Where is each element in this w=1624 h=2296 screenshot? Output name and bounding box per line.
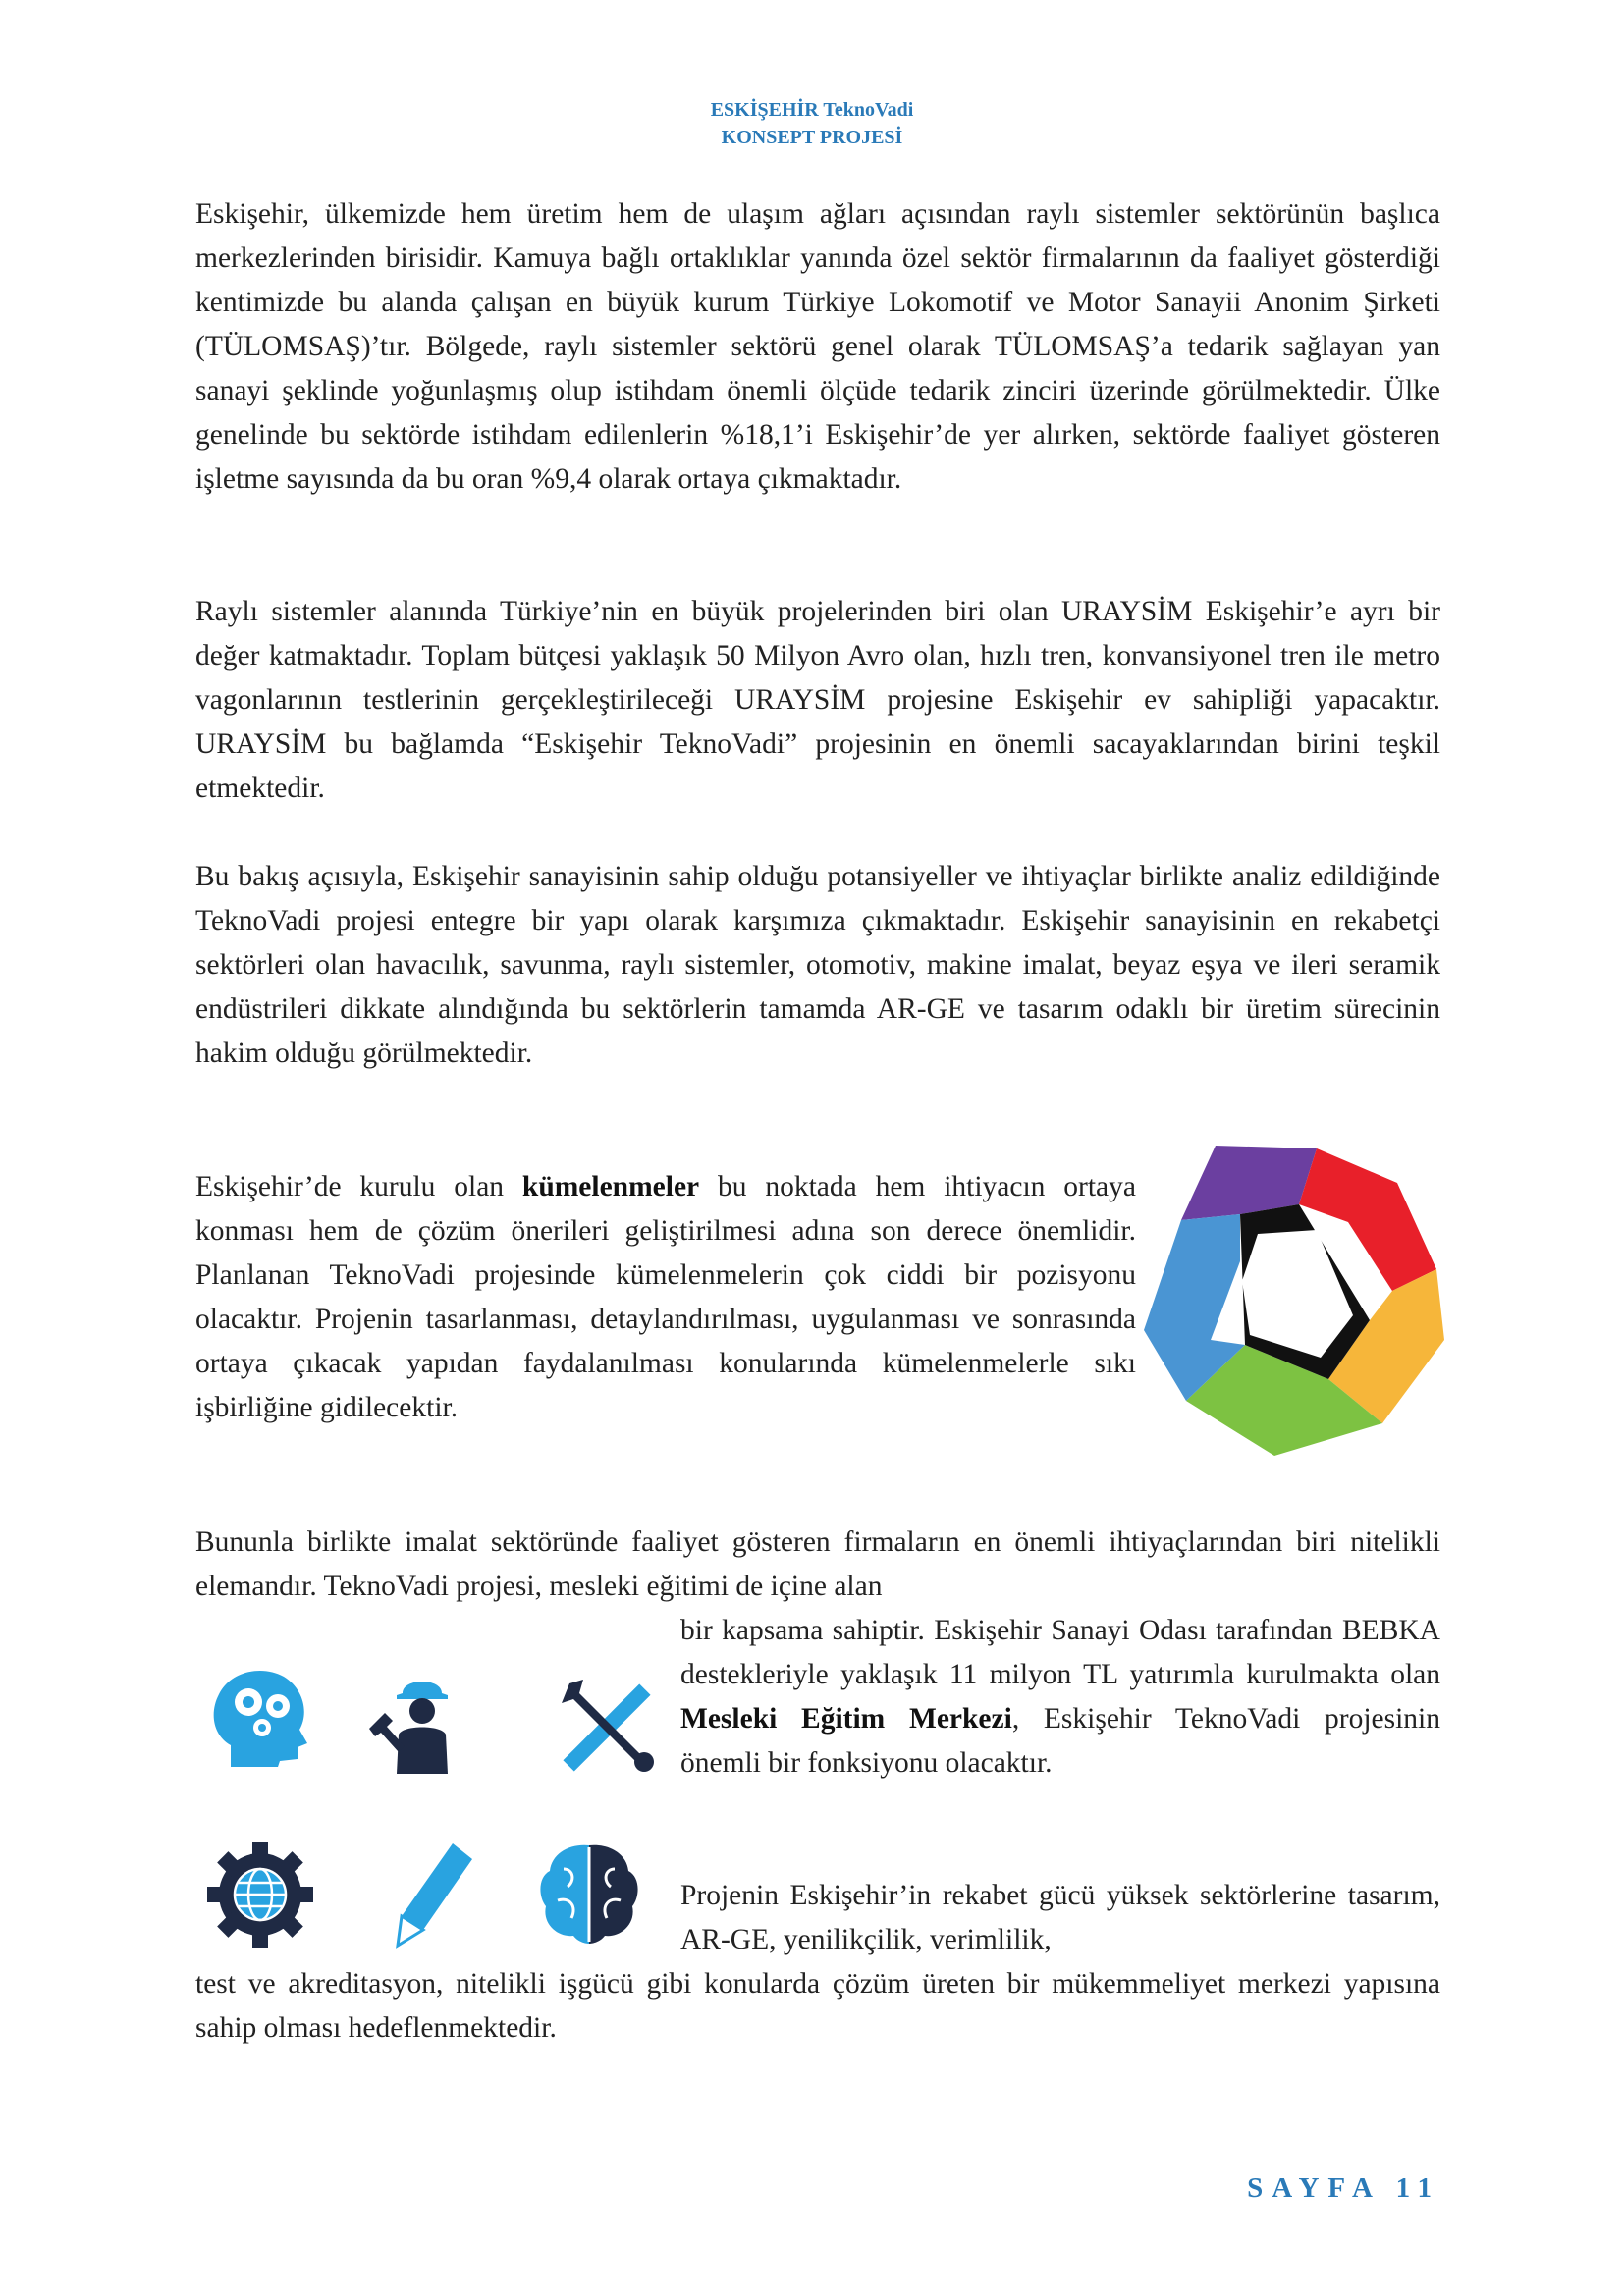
clusters-text-b: bu noktada hem ihtiyacın ortaya konması hem de çözüm önerileri geliştirilmesi adına son derece önemlidir. Planlanan TeknoVadi projesinde kümelenmelerin çok ciddi bir pozisyonu olacaktır. Projenin tasarlanması, detaylandırılması, uygulanması ve sonrasında ortaya çıkacak yapıdan faydalanılması konularında kümelenmelerle sıkı işbirliğine gidilecektir.	[195, 1171, 1136, 1423]
paragraph-rail-sector: Eskişehir, ülkemizde hem üretim hem de ulaşım ağları açısından raylı sistemler sektörünün başlıca merkezlerinden birisidir. Kamuya bağlı ortaklıklar yanında özel sektör firmalarının da faaliyet gösterdiği kentimizde bu alanda çalışan en büyük kurum Türkiye Lokomotif ve Motor Sanayii Anonim Şirketi (TÜLOMSAŞ)’tır. Bölgede, raylı sistemler sektörü genel olarak TÜLOMSAŞ’a tedarik sağlayan yan sanayi şeklinde yoğunlaşmış olup istihdam önemli ölçüde tedarik zinciri üzerinde görülmektedir. Ülke genelinde bu sektörde istihdam edilenlerin %18,1’i Eskişehir’de yer alırken, sektörde faaliyet gösteren işletme sayısında da bu oran %9,4 olarak ortaya çıkmaktadır.	[195, 198, 1440, 495]
brain-icon	[530, 1836, 648, 1953]
page-header	[0, 96, 1624, 151]
paragraph-excellence-center: Projenin Eskişehir’in rekabet gücü yüksek sektörlerine tasarım, AR-GE, yenilikçilik, verimlilik,	[680, 1880, 1440, 1955]
paragraph-qualified-staff: Bununla birlikte imalat sektöründe faaliyet gösteren firmaların en önemli ihtiyaçlarından biri nitelikli elemandır. TeknoVadi projesi, mesleki eğitimi de içine alan	[195, 1526, 1440, 1602]
vocational-bold: Mesleki Eğitim Merkezi	[680, 1703, 1012, 1735]
page-number: SAYFA 11	[1247, 2172, 1440, 2204]
cluster-logo-icon	[1142, 1144, 1449, 1458]
clusters-bold: kümelenmeler	[521, 1171, 700, 1202]
paragraph-industry-analysis: Bu bakış açısıyla, Eskişehir sanayisinin sahip olduğu potansiyeller ve ihtiyaçlar birlikte analiz edildiğinde TeknoVadi projesi entegre bir yapı olarak karşımıza çıkmaktadır. Eskişehir sanayisinin en rekabetçi sektörleri olan havacılık, savunma, raylı sistemler, otomotiv, makine imalat, beyaz eşya ve ileri seramik endüstrileri dikkate alındığında bu sektörlerin tamamda AR-GE ve tasarım odaklı bir üretim sürecinin hakim olduğu görülmektedir.	[195, 861, 1440, 1069]
worker-wrench-icon	[363, 1664, 481, 1782]
paragraph-clusters	[195, 1165, 1136, 1430]
head-gears-icon	[201, 1659, 319, 1777]
wrench-ruler-icon	[550, 1664, 668, 1782]
paragraph-vocational-center	[680, 1609, 1440, 1786]
header-title: ESKİŞEHİR TeknoVadi	[710, 99, 914, 121]
pencil-icon	[378, 1836, 496, 1953]
clusters-text-a: Eskişehir’de kurulu olan	[195, 1171, 522, 1202]
vocational-text-b: , Eskişehir TeknoVadi projesinin önemli bir fonksiyonu olacaktır.	[680, 1703, 1440, 1779]
vocational-text-a: bir kapsama sahiptir. Eskişehir Sanayi Odası tarafından BEBKA destekleriyle yaklaşık 11 milyon TL yatırımla kurulmakta olan	[680, 1615, 1440, 1690]
header-subtitle: KONSEPT PROJESİ	[721, 127, 903, 148]
paragraph-uraysim: Raylı sistemler alanında Türkiye’nin en büyük projelerinden biri olan URAYSİM Eskişehir’e ayrı bir değer katmaktadır. Toplam bütçesi yaklaşık 50 Milyon Avro olan, hızlı tren, konvansiyonel tren ile metro vagonlarının testlerinin gerçekleştirileceği URAYSİM projesine Eskişehir ev sahipliği yapacaktır. URAYSİM bu bağlamda “Eskişehir TeknoVadi” projesinin en önemli sacayaklarından birini teşkil etmektedir.	[195, 596, 1440, 804]
paragraph-excellence-center-cont: test ve akreditasyon, nitelikli işgücü gibi konularda çözüm üreten bir mükemmeliyet merkezi yapısına sahip olması hedeflenmektedir.	[195, 1968, 1440, 2044]
globe-gear-icon	[201, 1836, 319, 1953]
